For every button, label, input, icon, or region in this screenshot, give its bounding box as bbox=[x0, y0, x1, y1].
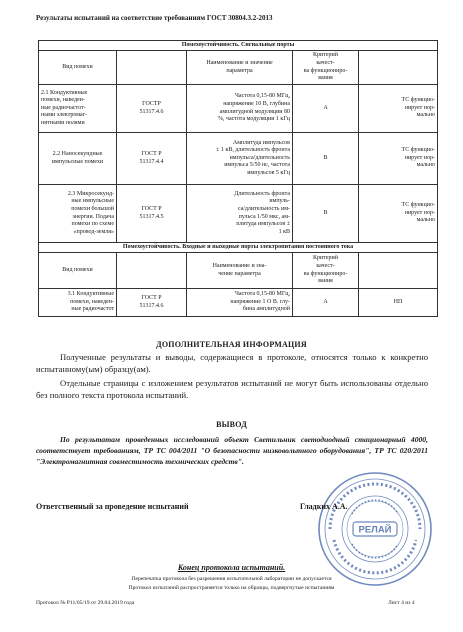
cell-criterion: В bbox=[293, 133, 359, 185]
cell-result: НП bbox=[359, 289, 438, 317]
table-section-title: Помехоустойчивость. Входные и выходные порты электропитания постоянного тока bbox=[39, 243, 438, 253]
page-header: Результаты испытаний на соответствие требованиям ГОСТ 30804.3.2-2013 bbox=[36, 14, 273, 22]
additional-info-heading: ДОПОЛНИТЕЛЬНАЯ ИНФОРМАЦИЯ bbox=[156, 340, 307, 349]
cell-criterion: В bbox=[293, 185, 359, 243]
protocol-number: Протокол № Р11/05/19 от 29.04.2019 года bbox=[36, 600, 135, 606]
stamp-center-text: РЕЛАЙ bbox=[358, 524, 392, 536]
cell-criterion: А bbox=[293, 85, 359, 133]
header-criterion: Критерий качест- ва функциониро- вания bbox=[293, 253, 359, 289]
header-value: Наименование и значение параметра bbox=[187, 51, 293, 85]
additional-info-paragraph-1: Полученные результаты и выводы, содержащиеся в протоколе, относятся только к конкретно испытанному(ым) образцу(ам). bbox=[36, 352, 428, 374]
cell-value: Частота 0,15-80 МГц, напряжение 10 В, глубина амплитудной модуляции 80 %, частота модуляции 1 кГц bbox=[187, 85, 293, 133]
cell-standard: ГОСТ Р 51317.4.4 bbox=[117, 133, 187, 185]
table-row bbox=[39, 185, 438, 243]
header-standard bbox=[117, 51, 187, 85]
conclusion-text: По результатам проведенных исследований объект Светильник светодиодный стационарный 4000, соответствует требованиям, ТР ТС 004/2011 "О безопасности низковольтного оборудования", ТР ТС 020/2011 "Электромагнитная совместимость технических средств". bbox=[36, 435, 428, 467]
conclusion-heading: ВЫВОД bbox=[216, 420, 247, 429]
cell-value: Частота 0,15-80 МГц, напряжение 1 О В. глу- бина амплитудной bbox=[187, 289, 293, 317]
cell-result: ТС функцио- нирует нор- мально bbox=[359, 185, 438, 243]
signal-ports-table bbox=[38, 40, 438, 243]
cell-criterion: А bbox=[293, 289, 359, 317]
sheet-number: Лист 4 из 4 bbox=[388, 600, 415, 606]
cell-type: 3.1 Кондуктивные помехи, наведен- ные радиочастот bbox=[39, 289, 117, 317]
header-standard bbox=[117, 253, 187, 289]
header-type: Вид помехи bbox=[39, 253, 117, 289]
cell-standard: ГОСТР 51317.4.6 bbox=[117, 85, 187, 133]
cell-type: 2.2 Наносекундные импульсные помехи bbox=[39, 133, 117, 185]
end-of-protocol-title: Конец протокола испытаний. bbox=[177, 563, 286, 572]
cell-type: 2.1 Кондуктивные помехи, наведен- ные радиочастот- ными электромаг- нитными полями bbox=[39, 85, 117, 133]
table-row bbox=[39, 85, 438, 133]
header-result bbox=[359, 253, 438, 289]
cell-value: Амплитуда импульсов ± 1 кВ, длительность фронта импульса/длительность импульса 5/50 нс, частота импульсов 5 кГц bbox=[187, 133, 293, 185]
cell-value: Длительность фронта импуль- са/длительность им- пульса 1/50 мкс, ам- плитуда импульсов ± 1 кВ bbox=[187, 185, 293, 243]
header-criterion: Критерий качест- ва функциониро- вания bbox=[293, 51, 359, 85]
reprint-note: Перепечатка протокола без разрешения испытательной лаборатории не допускается bbox=[131, 576, 332, 582]
cell-standard: ГОСТ Р 51317.4.6 bbox=[117, 289, 187, 317]
responsible-name: Гладких А.А. bbox=[300, 502, 348, 511]
additional-info-paragraph-2: Отдельные страницы с изложением результатов испытаний не могут быть использованы отдельно без полного текста протокола испытаний. bbox=[36, 378, 428, 400]
scope-note: Протокол испытаний распространяется только на образцы, подвергнутые испытаниям bbox=[128, 585, 335, 591]
cell-type: 2.3 Микросекунд- ные импульсные помехи большой энергии. Подача помехи по схеме «провод-земля» bbox=[39, 185, 117, 243]
header-result bbox=[359, 51, 438, 85]
responsible-label: Ответственный за проведение испытаний bbox=[36, 502, 189, 511]
header-type: Вид помехи bbox=[39, 51, 117, 85]
cell-result: ТС функцио- нирует нор- мально bbox=[359, 133, 438, 185]
table-section-title: Помехоустойчивость. Сигнальные порты bbox=[39, 41, 438, 51]
dc-power-ports-table bbox=[38, 242, 438, 317]
cell-result: ТС функцио- нирует нор- мально bbox=[359, 85, 438, 133]
cell-standard: ГОСТ Р 51317.4.5 bbox=[117, 185, 187, 243]
header-value: Наименование и зна- чение параметра bbox=[187, 253, 293, 289]
table-row bbox=[39, 133, 438, 185]
table-row bbox=[39, 289, 438, 317]
